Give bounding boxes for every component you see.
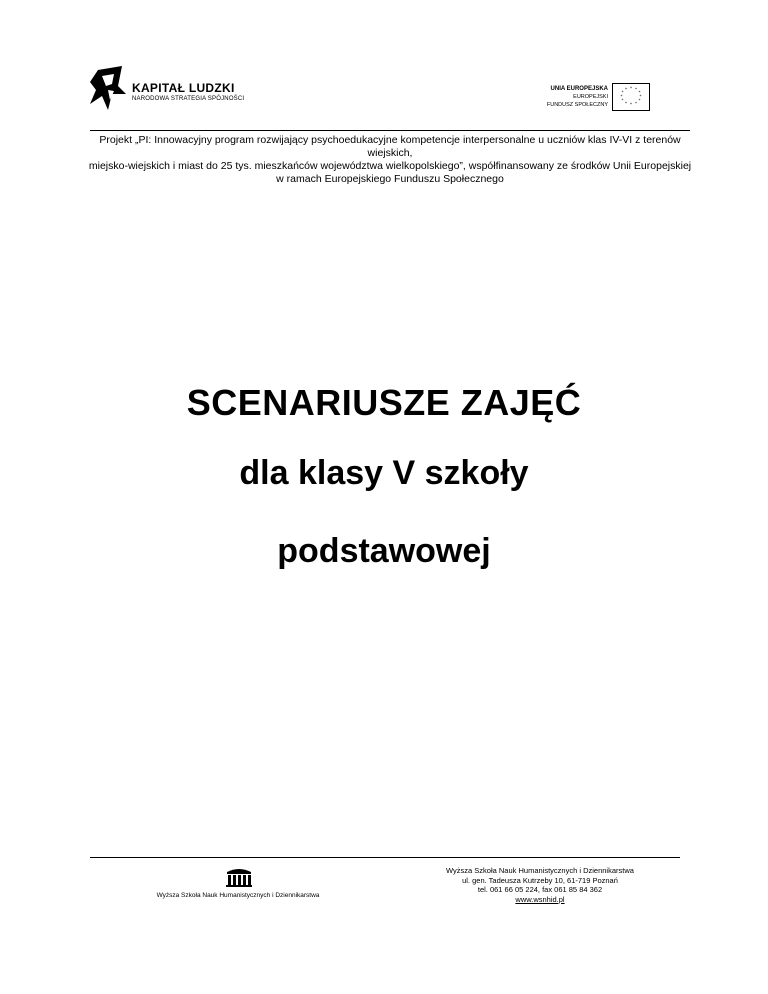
svg-text:*: * <box>635 101 637 106</box>
svg-text:*: * <box>625 101 627 106</box>
eu-logo-line1: UNIA EUROPEJSKA <box>550 86 608 92</box>
svg-text:*: * <box>621 90 624 95</box>
svg-text:*: * <box>625 87 627 92</box>
header-divider <box>90 130 690 131</box>
address-phone: tel. 061 66 05 224, fax 061 85 84 362 <box>477 885 603 894</box>
address-street: ul. gen. Tadeusza Kutrzeby 10, 61-719 Poznań <box>462 875 618 885</box>
school-logo-name: Wyższa Szkoła Nauk Humanistycznych i Dziennikarstwa <box>156 892 320 899</box>
svg-text:*: * <box>620 94 623 99</box>
wsnhid-building-icon <box>225 868 253 893</box>
svg-text:*: * <box>639 94 642 99</box>
address-name: Wyższa Szkoła Nauk Humanistycznych i Dziennikarstwa <box>446 866 634 875</box>
svg-text:*: * <box>638 90 641 95</box>
eu-logo-text <box>490 85 608 109</box>
project-line-3: w ramach Europejskiego Funduszu Społecznego <box>276 173 504 185</box>
kapital-ludzki-title: KAPITAŁ LUDZKI <box>132 81 235 95</box>
footer-divider <box>90 857 680 858</box>
svg-text:*: * <box>635 87 637 92</box>
document-title-line-1: SCENARIUSZE ZAJĘĆ <box>186 382 582 423</box>
kapital-ludzki-logo <box>88 64 268 112</box>
document-title-line-2: dla klasy V szkoły <box>239 454 529 492</box>
svg-text:*: * <box>630 102 632 107</box>
project-description <box>80 134 700 186</box>
eu-flag-icon <box>612 83 650 111</box>
kapital-ludzki-emblem-icon <box>88 64 128 112</box>
project-line-2: miejsko-wiejskich i miast do 25 tys. mieszkańców województwa wielkopolskiego”, współfinansowany ze środków Unii Europejskiej <box>88 160 692 172</box>
project-line-1: Projekt „PI: Innowacyjny program rozwijający psychoedukacyjne kompetencje interpersonalne u uczniów klas IV-VI z terenów wiejskich, <box>99 134 681 159</box>
document-title-line-3: podstawowej <box>277 532 491 570</box>
eu-logo-line3: FUNDUSZ SPOŁECZNY <box>546 102 608 108</box>
svg-text:*: * <box>638 98 641 103</box>
svg-text:*: * <box>621 98 624 103</box>
eu-logo-line2: EUROPEJSKI <box>573 94 608 100</box>
svg-text:*: * <box>630 86 632 91</box>
school-address <box>420 866 660 904</box>
website-link[interactable]: www.wsnhid.pl <box>515 894 565 904</box>
kapital-ludzki-subtitle: NARODOWA STRATEGIA SPÓJNOŚCI <box>132 96 245 102</box>
